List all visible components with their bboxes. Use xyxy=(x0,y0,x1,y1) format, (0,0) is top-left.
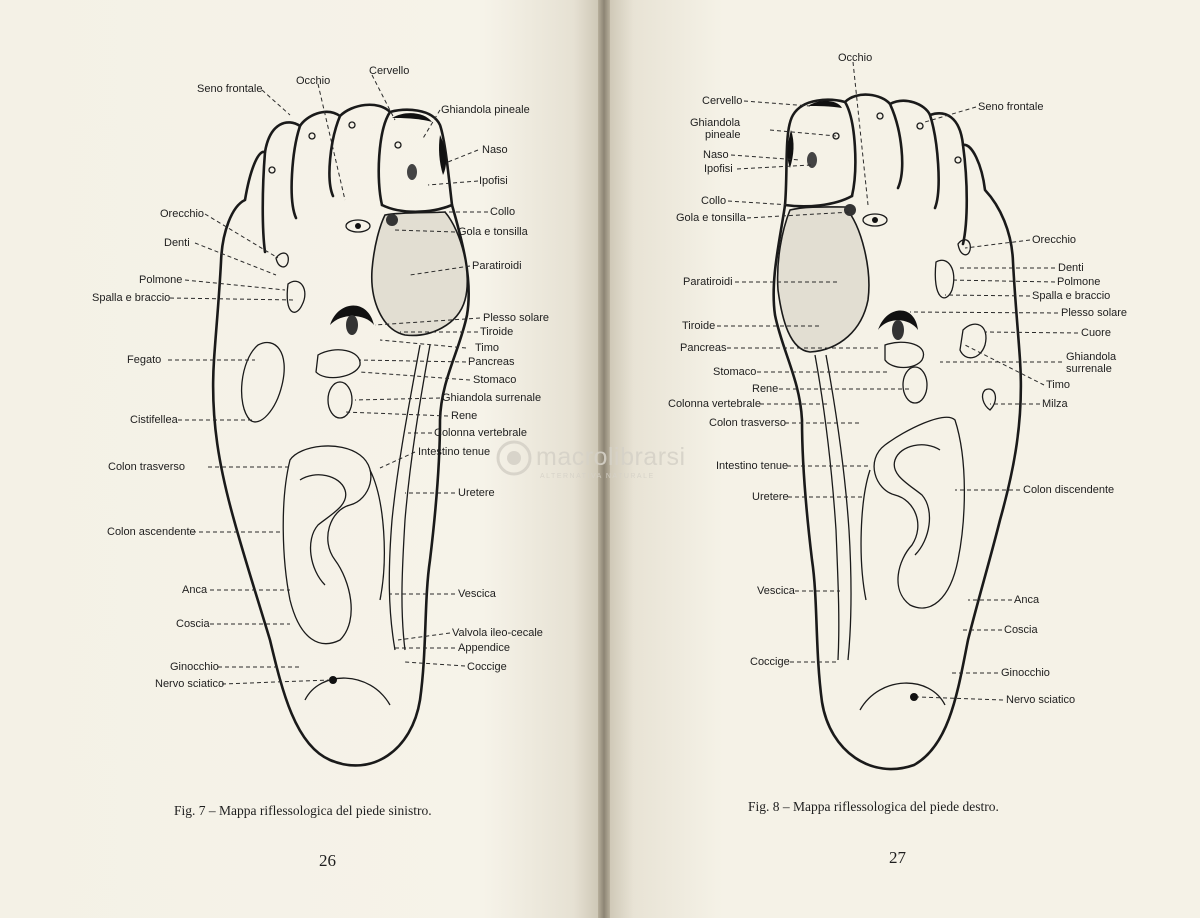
label-collo: Collo xyxy=(490,206,516,218)
label-fegato: Fegato xyxy=(127,354,162,366)
label-coccige: Coccige xyxy=(467,661,507,673)
label-valvola-ileo-cecale: Valvola ileo-cecale xyxy=(452,627,543,639)
label-pancreas-r: Pancreas xyxy=(680,342,727,354)
label-denti-r: Denti xyxy=(1058,262,1084,274)
label-anca: Anca xyxy=(182,584,208,596)
label-coccige-r: Coccige xyxy=(750,656,790,668)
label-plesso-solare: Plesso solare xyxy=(483,312,550,324)
right-foot-drawing xyxy=(774,95,1021,769)
label-spalla-braccio: Spalla e braccio xyxy=(92,292,171,304)
left-labels xyxy=(92,65,549,690)
label-ipofisi: Ipofisi xyxy=(479,175,508,187)
label-spalla-braccio-r: Spalla e braccio xyxy=(1032,290,1111,302)
label-gola-tonsilla-r: Gola e tonsilla xyxy=(676,212,746,224)
label-tiroide-r: Tiroide xyxy=(682,320,716,332)
label-polmone: Polmone xyxy=(139,274,183,286)
left-leader-lines xyxy=(168,75,491,684)
label-colonna-vertebrale-r: Colonna vertebrale xyxy=(668,398,761,410)
label-pineale-r: pineale xyxy=(705,129,741,141)
label-ipofisi-r: Ipofisi xyxy=(704,163,733,175)
label-ghiandola-r: Ghiandola xyxy=(690,117,741,129)
label-nervo-sciatico: Nervo sciatico xyxy=(155,678,225,690)
label-naso-r: Naso xyxy=(703,149,729,161)
label-naso: Naso xyxy=(482,144,508,156)
label-nervo-sciatico-r: Nervo sciatico xyxy=(1006,694,1076,706)
label-ginocchio: Ginocchio xyxy=(170,661,219,673)
label-colonna-vertebrale: Colonna vertebrale xyxy=(434,427,527,439)
label-milza-r: Milza xyxy=(1042,398,1068,410)
watermark-logo-dot xyxy=(507,451,521,465)
label-seno-frontale: Seno frontale xyxy=(197,83,263,95)
label-ghiandola-pineale: Ghiandola pineale xyxy=(441,104,530,116)
label-cervello: Cervello xyxy=(369,65,410,77)
label-cervello-r: Cervello xyxy=(702,95,743,107)
label-intestino-tenue: Intestino tenue xyxy=(418,446,491,458)
label-occhio-r: Occhio xyxy=(838,52,873,64)
label-intestino-tenue-r: Intestino tenue xyxy=(716,460,789,472)
label-rene: Rene xyxy=(451,410,478,422)
label-timo-r: Timo xyxy=(1046,379,1071,391)
watermark-brand: macrolibrarsi xyxy=(536,443,686,471)
label-vescica: Vescica xyxy=(458,588,496,600)
label-colon-discendente-r: Colon discendente xyxy=(1023,484,1115,496)
page-number-right: 27 xyxy=(889,848,906,867)
label-stomaco-r: Stomaco xyxy=(713,366,757,378)
label-timo: Timo xyxy=(475,342,500,354)
page-number-left: 26 xyxy=(319,851,336,870)
label-coscia: Coscia xyxy=(176,618,210,630)
label-ghiandola-surrenale: Ghiandola surrenale xyxy=(442,392,542,404)
label-vescica-r: Vescica xyxy=(757,585,795,597)
label-pancreas: Pancreas xyxy=(468,356,515,368)
label-paratiroidi-r: Paratiroidi xyxy=(683,276,733,288)
right-labels xyxy=(668,52,1127,706)
label-plesso-solare-r: Plesso solare xyxy=(1061,307,1128,319)
label-colon-trasverso: Colon trasverso xyxy=(108,461,186,473)
label-uretere: Uretere xyxy=(458,487,495,499)
label-collo-r: Collo xyxy=(701,195,727,207)
label-ghiandola-surrenale-1-r: Ghiandola xyxy=(1066,351,1117,363)
label-rene-r: Rene xyxy=(752,383,779,395)
label-orecchio-r: Orecchio xyxy=(1032,234,1077,246)
watermark xyxy=(498,442,686,480)
label-occhio: Occhio xyxy=(296,75,331,87)
caption-fig-7: Fig. 7 – Mappa riflessologica del piede sinistro. xyxy=(174,803,432,818)
label-denti: Denti xyxy=(164,237,190,249)
label-cuore-r: Cuore xyxy=(1081,327,1111,339)
caption-fig-8: Fig. 8 – Mappa riflessologica del piede destro. xyxy=(748,799,999,814)
label-stomaco: Stomaco xyxy=(473,374,517,386)
label-ghiandola-surrenale-2-r: surrenale xyxy=(1066,363,1112,375)
label-anca-r: Anca xyxy=(1014,594,1040,606)
label-seno-frontale-r: Seno frontale xyxy=(978,101,1044,113)
label-paratiroidi: Paratiroidi xyxy=(472,260,522,272)
label-uretere-r: Uretere xyxy=(752,491,789,503)
label-colon-trasverso-r: Colon trasverso xyxy=(709,417,787,429)
label-coscia-r: Coscia xyxy=(1004,624,1038,636)
label-gola-tonsilla: Gola e tonsilla xyxy=(458,226,528,238)
label-tiroide: Tiroide xyxy=(480,326,514,338)
label-polmone-r: Polmone xyxy=(1057,276,1101,288)
label-colon-ascendente: Colon ascendente xyxy=(107,526,196,538)
label-appendice: Appendice xyxy=(458,642,510,654)
label-ginocchio-r: Ginocchio xyxy=(1001,667,1050,679)
label-orecchio: Orecchio xyxy=(160,208,205,220)
label-cistifellea: Cistifellea xyxy=(130,414,178,426)
left-foot-drawing xyxy=(213,105,469,766)
watermark-tagline: ALTERNATIVA NATURALE xyxy=(540,473,655,480)
